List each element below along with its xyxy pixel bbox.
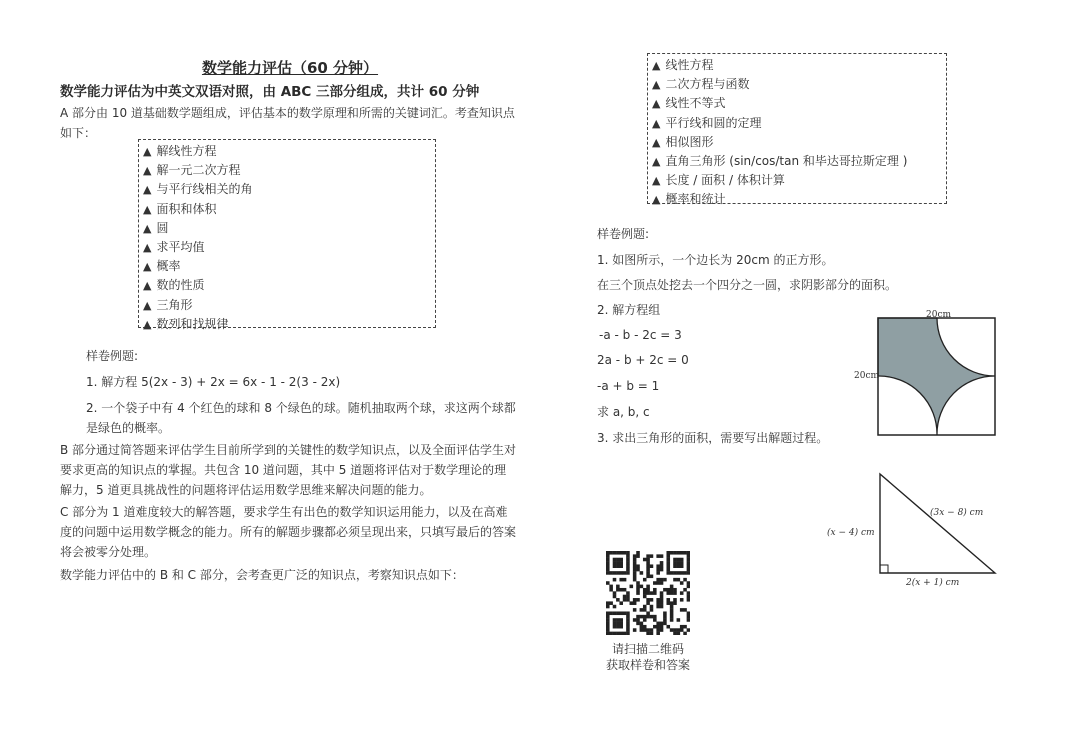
topic-item bbox=[143, 315, 435, 334]
topic-label: 线性方程 bbox=[665, 58, 714, 72]
equation-3: -a + b = 1 bbox=[597, 379, 660, 393]
triangle-left-label: (x − 4) cm bbox=[827, 528, 875, 538]
topic-label: 概率和统计 bbox=[665, 192, 726, 207]
part-a-intro: A 部分由 10 道基础数学题组成，评估基本的数学原理和所需的关键词汇。考查知识点如下： bbox=[60, 106, 515, 140]
qr-code-icon[interactable] bbox=[606, 551, 690, 635]
square-figure bbox=[850, 305, 1000, 440]
part-b-description: B 部分通过简答题来评估学生目前所学到的关键性的数学知识点，以及全面评估学生对要求更高的知识点的掌握。共包含 10 道问题，其中 5 道题将评估对于数学理论的理解力，5 道更具挑战性的问题将评估运用数学思维来解决问题的能力。 bbox=[60, 443, 517, 497]
topic-label: 三角形 bbox=[156, 297, 193, 312]
topic-label: 相似图形 bbox=[665, 134, 714, 149]
topic-label: 概率 bbox=[156, 259, 181, 274]
topic-label: 数的性质 bbox=[156, 278, 205, 293]
question-3: 3. 求出三角形的面积，需要写出解题过程。 bbox=[597, 431, 829, 445]
triangle-bottom-label: 2(x + 1) cm bbox=[906, 578, 960, 588]
triangle-hypotenuse-label: (3x − 8) cm bbox=[930, 508, 984, 518]
topic-label: 求平均值 bbox=[156, 240, 205, 255]
triangle-bullet-icon: ▲ bbox=[652, 155, 661, 169]
topic-label: 数列和找规律 bbox=[156, 316, 229, 331]
topic-label: 面积和体积 bbox=[156, 201, 217, 216]
part-bc-topics-box bbox=[647, 53, 947, 207]
triangle-bullet-icon: ▲ bbox=[143, 145, 152, 158]
topic-item bbox=[143, 180, 435, 199]
triangle-bullet-icon: ▲ bbox=[652, 59, 661, 72]
sample-question-1: 1. 解方程 5(2x - 3) + 2x = 6x - 1 - 2(3 - 2x) bbox=[86, 375, 341, 389]
topic-item bbox=[652, 56, 946, 75]
topic-item bbox=[652, 114, 946, 133]
topic-label: 直角三角形 (sin/cos/tan 和毕达哥拉斯定理 ) bbox=[665, 154, 908, 169]
sample-heading-right: 样卷例题: bbox=[597, 227, 650, 241]
question-2-heading: 2. 解方程组 bbox=[597, 303, 661, 317]
triangle-figure bbox=[820, 465, 1010, 590]
page-title: 数学能力评估（60 分钟） bbox=[201, 59, 379, 77]
triangle-bullet-icon: ▲ bbox=[143, 183, 152, 197]
part-bc-topic-list bbox=[652, 56, 946, 210]
topic-item bbox=[143, 142, 435, 161]
qr-caption-line-2: 获取样卷和答案 bbox=[605, 658, 690, 672]
triangle-bullet-icon: ▲ bbox=[143, 241, 152, 255]
equation-1: -a - b - 2c = 3 bbox=[599, 328, 682, 342]
topic-label: 二次方程与函数 bbox=[665, 77, 750, 92]
triangle-bullet-icon: ▲ bbox=[143, 164, 152, 178]
square-left-label: 20cm bbox=[854, 371, 880, 381]
triangle-bullet-icon: ▲ bbox=[652, 193, 661, 207]
question-2-ask: 求 a, b, c bbox=[597, 405, 650, 419]
topic-label: 平行线和圆的定理 bbox=[665, 115, 762, 130]
topic-label: 解一元二次方程 bbox=[156, 163, 241, 178]
triangle-bullet-icon: ▲ bbox=[652, 116, 661, 130]
part-a-topics-box bbox=[138, 139, 436, 331]
page-subtitle: 数学能力评估为中英文双语对照，由 ABC 三部分组成，共计 60 分钟 bbox=[60, 84, 480, 100]
triangle-bullet-icon: ▲ bbox=[143, 279, 152, 293]
square-top-label: 20cm bbox=[926, 310, 952, 320]
topic-item bbox=[143, 161, 435, 180]
topic-item bbox=[652, 171, 946, 190]
topic-item bbox=[143, 296, 435, 315]
topic-label: 长度 / 面积 / 体积计算 bbox=[665, 173, 785, 188]
topic-item bbox=[143, 276, 435, 295]
triangle-bullet-icon: ▲ bbox=[652, 78, 661, 92]
topic-item bbox=[652, 75, 946, 94]
triangle-bullet-icon: ▲ bbox=[652, 97, 661, 111]
triangle-bullet-icon: ▲ bbox=[652, 135, 661, 149]
triangle-bullet-icon: ▲ bbox=[143, 317, 152, 331]
qr-caption-line-1: 请扫描二维码 bbox=[611, 642, 684, 656]
triangle-bullet-icon: ▲ bbox=[143, 221, 152, 235]
topic-label: 线性不等式 bbox=[665, 96, 726, 111]
topic-label: 圆 bbox=[156, 220, 169, 235]
topic-item bbox=[652, 152, 946, 171]
topic-item bbox=[652, 133, 946, 152]
shaded-region bbox=[878, 318, 995, 435]
question-1-line-2: 在三个顶点处挖去一个四分之一圆，求阴影部分的面积。 bbox=[597, 278, 898, 292]
sample-heading-left: 样卷例题: bbox=[86, 349, 139, 363]
question-1-line-1: 1. 如图所示，一个边长为 20cm 的正方形。 bbox=[597, 253, 834, 267]
sample-question-2: 2. 一个袋子中有 4 个红色的球和 8 个绿色的球。随机抽取两个球，求这两个球都是绿色的概率。 bbox=[86, 401, 516, 435]
part-a-topic-list bbox=[143, 142, 435, 334]
equation-2: 2a - b + 2c = 0 bbox=[597, 353, 689, 367]
part-c-description: C 部分为 1 道难度较大的解答题，要求学生有出色的数学知识运用能力，以及在高难度的问题中运用数学概念的能力。所有的解题步骤都必须呈现出来，只填写最后的答案将会被零分处理。 bbox=[60, 505, 517, 559]
right-triangle bbox=[880, 474, 995, 573]
topic-item bbox=[143, 219, 435, 238]
topic-item bbox=[143, 238, 435, 257]
triangle-bullet-icon: ▲ bbox=[652, 174, 661, 188]
part-bc-intro: 数学能力评估中的 B 和 C 部分，会考查更广泛的知识点，考察知识点如下： bbox=[60, 568, 464, 582]
triangle-bullet-icon: ▲ bbox=[143, 260, 152, 274]
topic-item bbox=[652, 190, 946, 209]
triangle-bullet-icon: ▲ bbox=[143, 298, 152, 312]
triangle-bullet-icon: ▲ bbox=[143, 202, 152, 216]
topic-label: 与平行线相关的角 bbox=[156, 182, 253, 197]
topic-item bbox=[143, 257, 435, 276]
topic-label: 解线性方程 bbox=[156, 144, 217, 158]
topic-item bbox=[143, 200, 435, 219]
topic-item bbox=[652, 94, 946, 113]
right-angle-mark bbox=[880, 565, 888, 573]
